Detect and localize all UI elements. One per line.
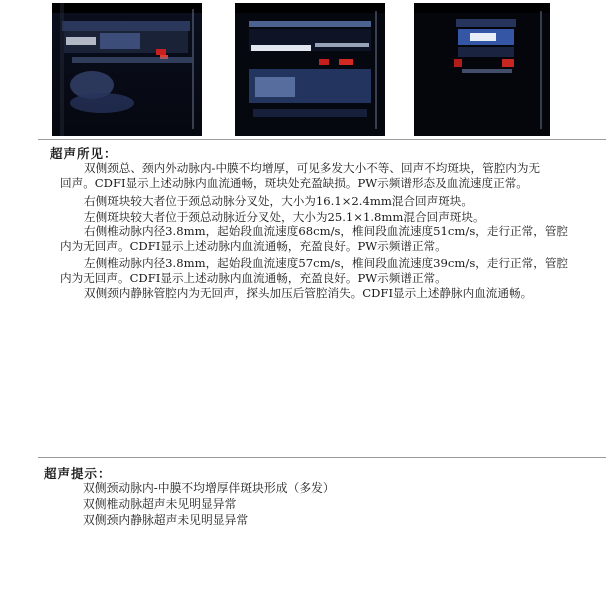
findings-line-8: 内为无回声。CDFI显示上述动脉内血流通畅，充盈良好。PW示频谱正常。	[60, 271, 447, 285]
section-divider-top	[38, 139, 606, 140]
conclusion-line-1: 双侧颈动脉内-中膜不均增厚伴斑块形成（多发）	[83, 481, 335, 495]
findings-line-6: 内为无回声。CDFI显示上述动脉内血流通畅，充盈良好。PW示频谱正常。	[60, 239, 447, 253]
ultrasound-image-2	[235, 3, 385, 136]
conclusion-line-3: 双侧颈内静脉超声未见明显异常	[83, 513, 249, 527]
section-divider-bottom	[38, 457, 606, 458]
ultrasound-image-3	[414, 3, 550, 136]
findings-line-7: 左侧椎动脉内径3.8mm，起始段血流速度57cm/s，椎间段血流速度39cm/s，走行正常，管腔	[84, 256, 569, 270]
findings-heading: 超声所见：	[50, 146, 118, 161]
conclusion-line-2: 双侧椎动脉超声未见明显异常	[83, 497, 237, 511]
ultrasound-image-1	[52, 3, 202, 136]
findings-line-4: 左侧斑块较大者位于颈总动脉近分叉处，大小为25.1×1.8mm混合回声斑块。	[84, 210, 485, 224]
findings-line-9: 双侧颈内静脉管腔内为无回声，探头加压后管腔消失。CDFI显示上述静脉内血流通畅。	[84, 286, 533, 300]
ultrasound-scan-graphic	[235, 3, 385, 136]
ultrasound-scan-graphic	[414, 3, 550, 136]
conclusion-heading: 超声提示：	[44, 466, 112, 481]
findings-line-5: 右侧椎动脉内径3.8mm，起始段血流速度68cm/s，椎间段血流速度51cm/s，走行正常，管腔	[84, 224, 569, 238]
findings-line-1: 双侧颈总、颈内外动脉内-中膜不均增厚，可见多发大小不等、回声不均斑块，管腔内为无	[84, 161, 541, 175]
ultrasound-scan-graphic	[52, 3, 202, 136]
findings-line-2: 回声。CDFI显示上述动脉内血流通畅，斑块处充盈缺损。PW示频谱形态及血流速度正常。	[60, 176, 528, 190]
findings-line-3: 右侧斑块较大者位于颈总动脉分叉处，大小为16.1×2.4mm混合回声斑块。	[84, 194, 473, 208]
